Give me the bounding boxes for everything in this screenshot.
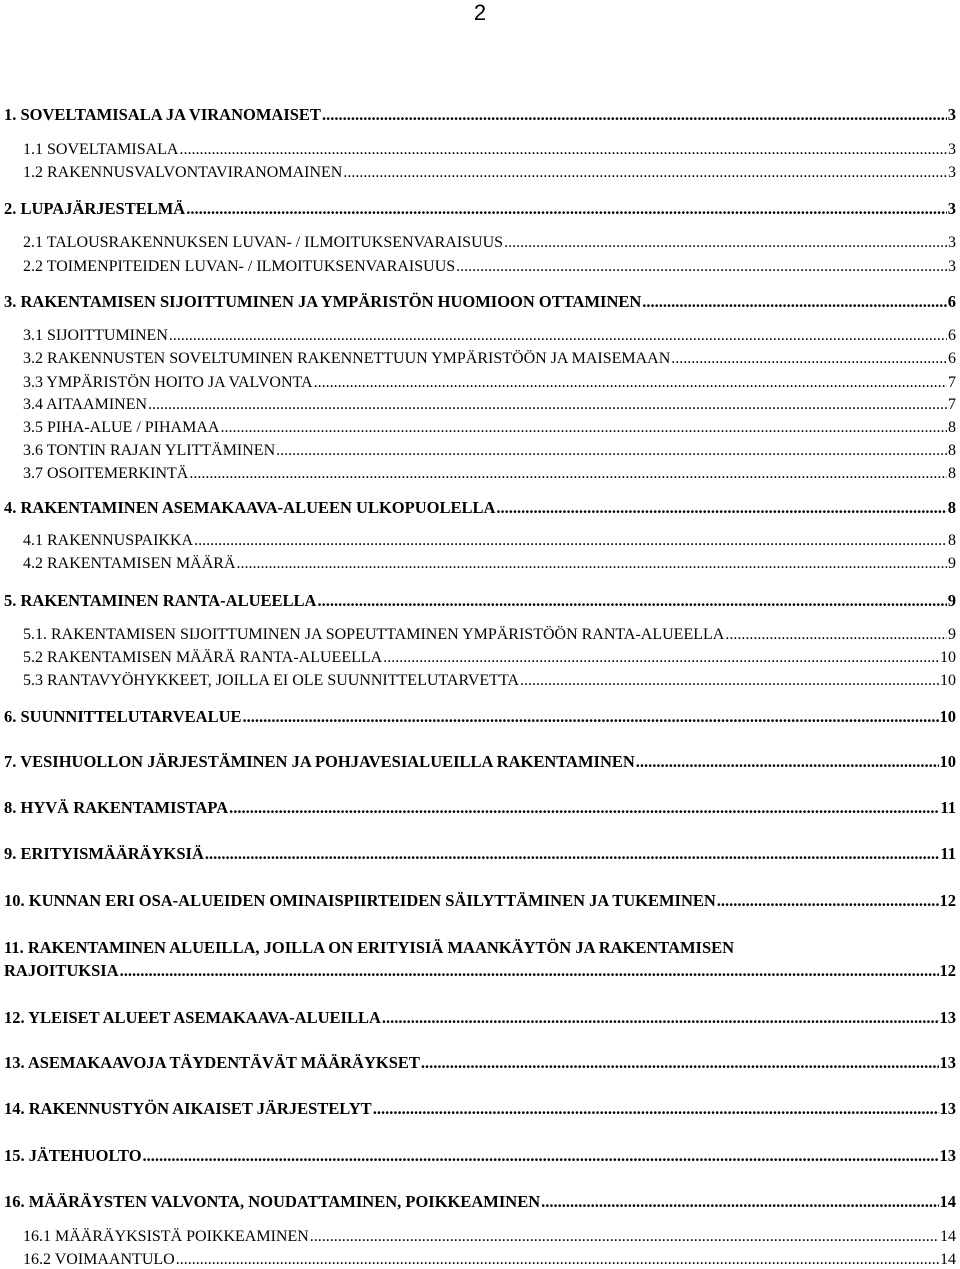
dot-leader: [276, 442, 947, 460]
toc-entry[interactable]: [4, 498, 956, 518]
dot-leader: [148, 396, 947, 414]
toc-entry[interactable]: [23, 1228, 956, 1246]
toc-page-number: 14: [939, 1192, 956, 1211]
toc-page-number: 14: [940, 1251, 956, 1268]
toc-entry[interactable]: [23, 649, 956, 667]
toc-entry-title: 5.1. RAKENTAMISEN SIJOITTUMINEN JA SOPEUTTAMINEN YMPÄRISTÖÖN RANTA-ALUEELLA: [23, 626, 725, 643]
toc-entry-title: 5. RAKENTAMINEN RANTA-ALUEELLA: [4, 591, 317, 610]
toc-page-number: 9: [948, 555, 956, 572]
dot-leader: [496, 498, 946, 518]
toc-entry-title: 11. RAKENTAMINEN ALUEILLA, JOILLA ON ERITYISIÄ MAANKÄYTÖN JA RAKENTAMISEN: [4, 938, 735, 957]
toc-page-number: 10: [939, 707, 956, 726]
toc-entry[interactable]: [4, 707, 956, 727]
dot-leader: [317, 591, 946, 611]
toc-entry-title: 16.2 VOIMAANTULO: [23, 1251, 175, 1268]
dot-leader: [179, 141, 947, 159]
dot-leader: [717, 891, 939, 911]
toc-page-number: 14: [940, 1228, 956, 1245]
toc-entry[interactable]: [4, 199, 956, 219]
dot-leader: [541, 1192, 938, 1212]
dot-leader: [143, 1146, 939, 1166]
toc-entry-title: 4. RAKENTAMINEN ASEMAKAAVA-ALUEEN ULKOPUOLELLA: [4, 498, 496, 517]
dot-leader: [642, 292, 946, 312]
toc-entry-title: 8. HYVÄ RAKENTAMISTAPA: [4, 798, 229, 817]
toc-entry[interactable]: [4, 1192, 956, 1212]
toc-entry[interactable]: [23, 419, 956, 437]
toc-entry[interactable]: [23, 532, 956, 550]
toc-entry[interactable]: [23, 465, 956, 483]
toc-page-number: 13: [939, 1099, 956, 1118]
toc-entry-title: 5.2 RAKENTAMISEN MÄÄRÄ RANTA-ALUEELLA: [23, 649, 383, 666]
toc-entry[interactable]: [23, 164, 956, 182]
toc-entry-title-continued: RAJOITUKSIA: [4, 961, 119, 980]
toc-page-number: 3: [948, 141, 956, 158]
toc-entry-title: 3.2 RAKENNUSTEN SOVELTUMINEN RAKENNETTUUN YMPÄRISTÖÖN JA MAISEMAAN: [23, 350, 671, 367]
dot-leader: [169, 327, 947, 345]
page-number: 2: [473, 0, 487, 25]
toc-entry-title: 9. ERITYISMÄÄRÄYKSIÄ: [4, 844, 204, 863]
toc-page-number: 13: [939, 1146, 956, 1165]
toc-entry-title: 4.2 RAKENTAMISEN MÄÄRÄ: [23, 555, 236, 572]
toc-entry-title: 3.6 TONTIN RAJAN YLITTÄMINEN: [23, 442, 276, 459]
dot-leader: [229, 798, 939, 818]
toc-page-number: 7: [948, 396, 956, 413]
toc-page-number: 8: [948, 465, 956, 482]
toc-entry[interactable]: [4, 1099, 956, 1119]
dot-leader: [314, 374, 947, 392]
toc-entry[interactable]: [23, 350, 956, 368]
toc-entry[interactable]: [23, 258, 956, 276]
dot-leader: [310, 1228, 939, 1246]
toc-entry-title: 14. RAKENNUSTYÖN AIKAISET JÄRJESTELYT: [4, 1099, 372, 1118]
dot-leader: [504, 234, 947, 252]
toc-page-number: 3: [948, 258, 956, 275]
toc-entry-title: 15. JÄTEHUOLTO: [4, 1146, 142, 1165]
dot-leader: [421, 1053, 939, 1073]
toc-entry-title: 3.7 OSOITEMERKINTÄ: [23, 465, 189, 482]
dot-leader: [671, 350, 947, 368]
toc-entry[interactable]: [4, 1008, 956, 1028]
toc-page-number: 8: [947, 498, 956, 517]
toc-page-number: 3: [947, 105, 956, 124]
toc-entry[interactable]: [4, 105, 956, 125]
toc-entry-title: 3.1 SIJOITTUMINEN: [23, 327, 168, 344]
toc-page-number: 3: [948, 234, 956, 251]
toc-page-number: 8: [948, 532, 956, 549]
toc-entry-title: 4.1 RAKENNUSPAIKKA: [23, 532, 194, 549]
toc-entry[interactable]: [23, 672, 956, 690]
dot-leader: [383, 649, 939, 667]
toc-entry[interactable]: [4, 891, 956, 911]
toc-entry[interactable]: [4, 1053, 956, 1073]
toc-entry-title: 13. ASEMAKAAVOJA TÄYDENTÄVÄT MÄÄRÄYKSET: [4, 1053, 420, 1072]
dot-leader: [237, 555, 948, 573]
dot-leader: [205, 844, 940, 864]
toc-page-number: 6: [948, 350, 956, 367]
toc-page-number: 3: [947, 199, 956, 218]
toc-entry[interactable]: [4, 591, 956, 611]
toc-entry-title: 1.1 SOVELTAMISALA: [23, 141, 179, 158]
dot-leader: [176, 1251, 939, 1269]
toc-entry-title: 2. LUPAJÄRJESTELMÄ: [4, 199, 186, 218]
toc-page-number: 10: [940, 672, 956, 689]
dot-leader: [373, 1099, 939, 1119]
toc-entry-title: 1.2 RAKENNUSVALVONTAVIRANOMAINEN: [23, 164, 343, 181]
toc-page-number: 12: [939, 891, 956, 910]
toc-entry-title: 3.4 AITAAMINEN: [23, 396, 148, 413]
toc-entry[interactable]: [4, 752, 956, 772]
toc-entry-title: 3. RAKENTAMISEN SIJOITTUMINEN JA YMPÄRISTÖN HUOMIOON OTTAMINEN: [4, 292, 642, 311]
toc-entry-title: 5.3 RANTAVYÖHYKKEET, JOILLA EI OLE SUUNNITTELUTARVETTA: [23, 672, 519, 689]
dot-leader: [725, 626, 947, 644]
toc-page-number: 9: [947, 591, 956, 610]
toc-entry[interactable]: [23, 1251, 956, 1269]
toc-entry-title: 6. SUUNNITTELUTARVEALUE: [4, 707, 242, 726]
toc-page-number: 13: [939, 1053, 956, 1072]
toc-entry[interactable]: [4, 844, 956, 864]
toc-page-number: 8: [948, 419, 956, 436]
dot-leader: [382, 1008, 939, 1028]
toc-entry[interactable]: [23, 141, 956, 159]
toc-entry-title: 12. YLEISET ALUEET ASEMAKAAVA-ALUEILLA: [4, 1008, 381, 1027]
toc-entry[interactable]: [23, 327, 956, 345]
toc-page-number: 11: [940, 844, 956, 863]
toc-entry-title: 3.3 YMPÄRISTÖN HOITO JA VALVONTA: [23, 374, 313, 391]
toc-entry-title: 3.5 PIHA-ALUE / PIHAMAA: [23, 419, 220, 436]
toc-entry-title: 2.2 TOIMENPITEIDEN LUVAN- / ILMOITUKSENVARAISUUS: [23, 258, 456, 275]
toc-page-number: 10: [939, 752, 956, 771]
dot-leader: [194, 532, 947, 550]
toc-page-number: 9: [948, 626, 956, 643]
toc-page-number: 6: [948, 327, 956, 344]
toc-entry[interactable]: [4, 938, 956, 981]
dot-leader: [456, 258, 947, 276]
dot-leader: [520, 672, 939, 690]
dot-leader: [120, 961, 939, 981]
toc-entry[interactable]: [23, 234, 956, 252]
dot-leader: [189, 465, 947, 483]
toc-entry[interactable]: [4, 798, 956, 818]
toc-page-number: 8: [948, 442, 956, 459]
toc-entry-title: 2.1 TALOUSRAKENNUKSEN LUVAN- / ILMOITUKSENVARAISUUS: [23, 234, 504, 251]
dot-leader: [343, 164, 947, 182]
toc-entry-title: 7. VESIHUOLLON JÄRJESTÄMINEN JA POHJAVESIALUEILLA RAKENTAMINEN: [4, 752, 635, 771]
toc-entry[interactable]: [23, 442, 956, 460]
toc-entry[interactable]: [23, 374, 956, 392]
toc-page-number: 11: [940, 798, 956, 817]
toc-page-number: 7: [948, 374, 956, 391]
toc-entry-title: 16.1 MÄÄRÄYKSISTÄ POIKKEAMINEN: [23, 1228, 309, 1245]
dot-leader: [243, 707, 939, 727]
dot-leader: [322, 105, 947, 125]
toc-page-number: 12: [939, 961, 956, 980]
toc-page-number: 3: [948, 164, 956, 181]
dot-leader: [636, 752, 939, 772]
toc-entry[interactable]: [4, 292, 956, 312]
toc-entry-title: 1. SOVELTAMISALA JA VIRANOMAISET: [4, 105, 321, 124]
toc-entry[interactable]: [23, 626, 956, 644]
toc-page-number: 13: [939, 1008, 956, 1027]
toc-entry-title: 16. MÄÄRÄYSTEN VALVONTA, NOUDATTAMINEN, POIKKEAMINEN: [4, 1192, 541, 1211]
toc-entry[interactable]: [23, 396, 956, 414]
toc-page-number: 6: [947, 292, 956, 311]
toc-entry-title: 10. KUNNAN ERI OSA-ALUEIDEN OMINAISPIIRTEIDEN SÄILYTTÄMINEN JA TUKEMINEN: [4, 891, 716, 910]
toc-entry[interactable]: [4, 1146, 956, 1166]
toc-entry[interactable]: [23, 555, 956, 573]
dot-leader: [186, 199, 947, 219]
toc-page-number: 10: [940, 649, 956, 666]
dot-leader: [220, 419, 947, 437]
